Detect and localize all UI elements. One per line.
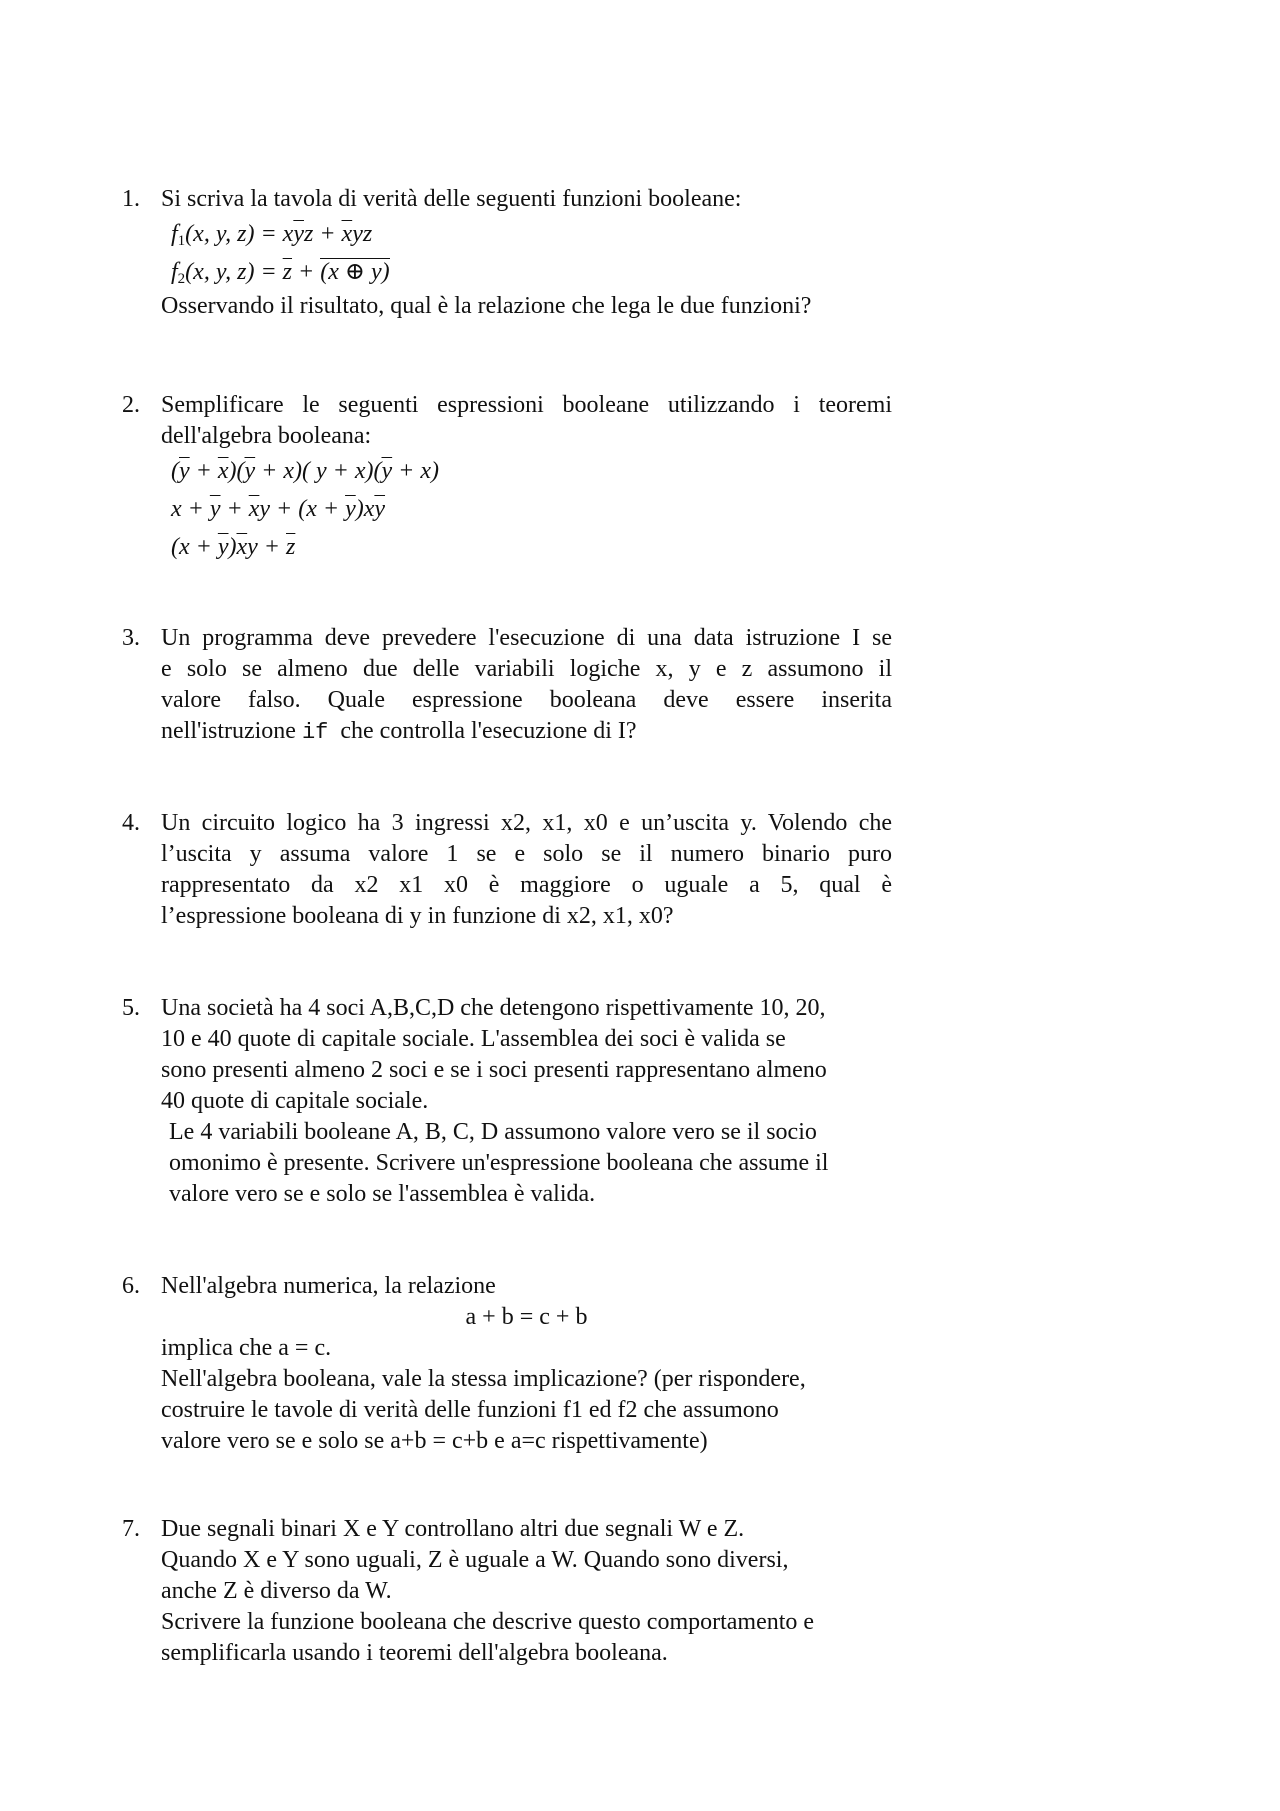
formula-f2: $f_2(x$, y, $z) = \overline{z} + (x$ ⊕ y) xyxy=(171,259,390,287)
exercise-text: Quando X e Y sono uguali, Z è uguale a W. Quando sono diversi, xyxy=(161,1547,789,1573)
exercise-text: l’espressione booleana di y in funzione di x2, x1, x0? xyxy=(161,903,674,929)
exercise-text: l’uscita y assuma valore 1 se e solo se il numero binario puro xyxy=(161,841,892,867)
exercise-text: anche Z è diverso da W. xyxy=(161,1578,392,1604)
exercise-text: e solo se almeno due delle variabili logiche x, y e z assumono il xyxy=(161,656,892,682)
exercise-text-last xyxy=(161,716,892,748)
formula-expression-1: $(\overline{y} + \overline{x})(\overline{y} + x)$( $y + x)(\overline{y} + x)$ xyxy=(171,458,439,484)
exercise-text: semplificarla usando i teoremi dell'algebra booleana. xyxy=(161,1640,668,1666)
exercise-text: 40 quote di capitale sociale. xyxy=(161,1088,429,1114)
exercise-text: costruire le tavole di verità delle funzioni f1 ed f2 che assumono xyxy=(161,1397,779,1423)
exercise-text: Scrivere la funzione booleana che descrive questo comportamento e xyxy=(161,1609,815,1635)
exercise-text: sono presenti almeno 2 soci e se i soci presenti rappresentano almeno xyxy=(161,1057,827,1083)
exercise-text: implica che a = c. xyxy=(161,1335,332,1361)
exercise-number: 7. xyxy=(122,1516,140,1542)
exercise-text: che controlla l'esecuzione di I? xyxy=(340,718,637,744)
exercise-number: 5. xyxy=(122,995,140,1021)
exercise-text: Una società ha 4 soci A,B,C,D che detengono rispettivamente 10, 20, xyxy=(161,995,826,1021)
exercise-text: valore vero se e solo se a+b = c+b e a=c rispettivamente) xyxy=(161,1428,708,1454)
exercise-number: 3. xyxy=(122,625,140,651)
exercise-text: valore falso. Quale espressione booleana deve essere inserita xyxy=(161,687,892,713)
exercise-text: valore vero se e solo se l'assemblea è valida. xyxy=(169,1181,596,1207)
exercise-text: Nell'algebra booleana, vale la stessa implicazione? (per rispondere, xyxy=(161,1366,806,1392)
exercise-text: Semplificare le seguenti espressioni booleane utilizzando i teoremi xyxy=(161,392,892,418)
exercise-text: nell'istruzione xyxy=(161,718,296,744)
exercise-number: 2. xyxy=(122,392,140,418)
formula-expression-2: $x + \overline{y} + \overline{x}y + (x + \overline{y})x\overline{y}$ xyxy=(171,496,386,522)
exercise-text: dell'algebra booleana: xyxy=(161,423,372,449)
exercise-text: Due segnali binari X e Y controllano altri due segnali W e Z. xyxy=(161,1516,745,1542)
formula-expression-3: $(x + \overline{y})\overline{x}y + \overline{z}$ xyxy=(171,534,296,560)
centered-equation: a + b = c + b xyxy=(465,1304,588,1330)
exercise-number: 1. xyxy=(122,186,140,212)
exercise-text: Le 4 variabili booleane A, B, C, D assumono valore vero se il socio xyxy=(169,1119,817,1145)
exercise-text: Un programma deve prevedere l'esecuzione di una data istruzione I se xyxy=(161,625,892,651)
exercise-text: Nell'algebra numerica, la relazione xyxy=(161,1273,496,1299)
formula-f1: $f_1(x$, y, $z) = x\overline{y}z + \overline{x}yz$ xyxy=(171,221,373,249)
code-keyword: if xyxy=(301,720,329,745)
exercise-text: omonimo è presente. Scrivere un'espressione booleana che assume il xyxy=(169,1150,829,1176)
exercise-number: 6. xyxy=(122,1273,140,1299)
exercise-number: 4. xyxy=(122,810,140,836)
exercise-text: 10 e 40 quote di capitale sociale. L'assemblea dei soci è valida se xyxy=(161,1026,786,1052)
exercise-text: Si scriva la tavola di verità delle seguenti funzioni booleane: xyxy=(161,186,742,212)
exercise-text: rappresentato da x2 x1 x0 è maggiore o uguale a 5, qual è xyxy=(161,872,892,898)
exercise-text: Un circuito logico ha 3 ingressi x2, x1, x0 e un’uscita y. Volendo che xyxy=(161,810,892,836)
exercise-text: Osservando il risultato, qual è la relazione che lega le due funzioni? xyxy=(161,293,812,319)
